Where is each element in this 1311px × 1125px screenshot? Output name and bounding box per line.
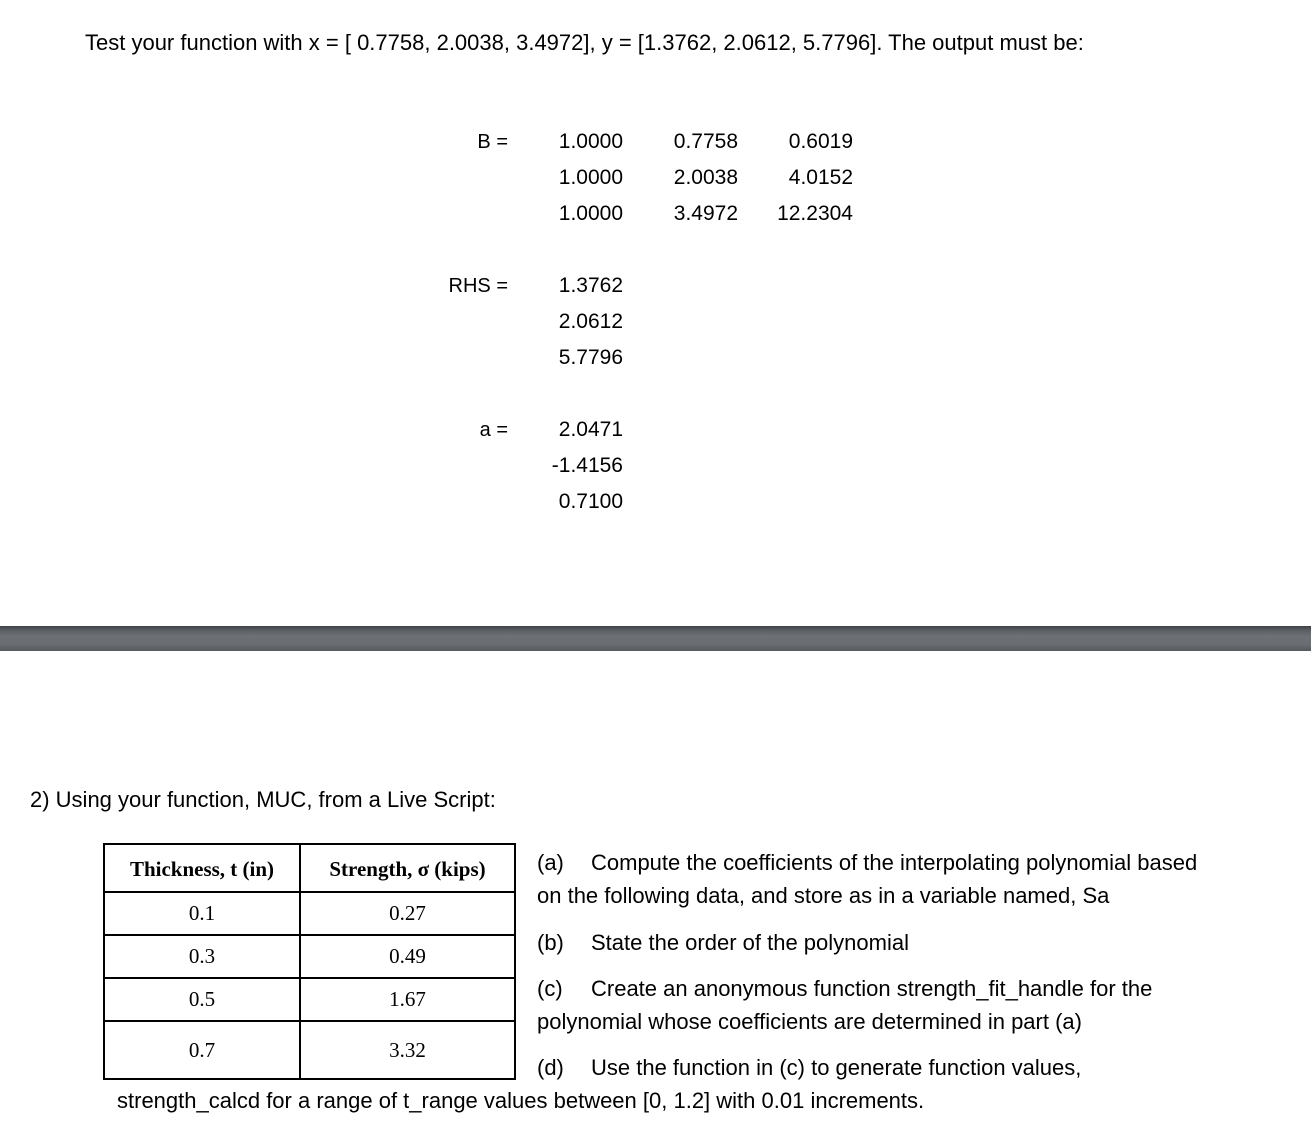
thickness-cell: 0.7 xyxy=(104,1021,300,1079)
strength-column-header: Strength, σ (kips) xyxy=(300,844,515,892)
b-matrix-label: B = xyxy=(477,131,508,153)
part-d xyxy=(537,1051,1081,1084)
strength-cell: 1.67 xyxy=(300,978,515,1021)
part-a xyxy=(537,846,1197,879)
rhs-value: 5.7796 xyxy=(558,346,623,369)
a-value: 0.7100 xyxy=(558,490,623,513)
strength-cell: 3.32 xyxy=(300,1021,515,1079)
table-row xyxy=(104,892,515,935)
part-a-line1: Compute the coefficients of the interpolating polynomial based xyxy=(591,850,1198,875)
part-c xyxy=(537,972,1152,1005)
a-label: a = xyxy=(479,419,508,441)
b-matrix-cell: 3.4972 xyxy=(673,202,738,225)
thickness-cell: 0.5 xyxy=(104,978,300,1021)
intro-text: Test your function with x = [ 0.7758, 2.0038, 3.4972], y = [1.3762, 2.0612, 5.7796]. The output must be: xyxy=(85,30,1084,55)
part-b-line1: State the order of the polynomial xyxy=(591,930,909,955)
part-c-line1: Create an anonymous function strength_fit_handle for the xyxy=(591,976,1153,1001)
part-c-label: (c) xyxy=(537,976,563,1001)
thickness-cell: 0.1 xyxy=(104,892,300,935)
strength-cell: 0.27 xyxy=(300,892,515,935)
part-d-line1: Use the function in (c) to generate function values, xyxy=(591,1055,1082,1080)
b-matrix-cell: 0.6019 xyxy=(788,130,853,153)
table-row xyxy=(104,978,515,1021)
b-matrix-cell: 1.0000 xyxy=(558,130,623,153)
thickness-column-header: Thickness, t (in) xyxy=(104,844,300,892)
b-matrix-cell: 1.0000 xyxy=(558,166,623,189)
table-row xyxy=(104,1021,515,1079)
part-a-label: (a) xyxy=(537,850,564,875)
strength-cell: 0.49 xyxy=(300,935,515,978)
section-divider xyxy=(0,626,1311,651)
b-matrix-cell: 1.0000 xyxy=(558,202,623,225)
b-matrix-cell: 4.0152 xyxy=(788,166,853,189)
data-table xyxy=(103,843,516,1080)
part-a-line2: on the following data, and store as in a variable named, Sa xyxy=(537,883,1110,908)
part-b xyxy=(537,926,909,959)
a-value: 2.0471 xyxy=(558,418,623,441)
part-b-label: (b) xyxy=(537,930,564,955)
b-matrix-cell: 0.7758 xyxy=(673,130,738,153)
part-d-label: (d) xyxy=(537,1055,564,1080)
b-matrix-cell: 2.0038 xyxy=(673,166,738,189)
rhs-value: 2.0612 xyxy=(558,310,623,333)
part-c-line2: polynomial whose coefficients are determined in part (a) xyxy=(537,1009,1082,1034)
thickness-cell: 0.3 xyxy=(104,935,300,978)
table-row xyxy=(104,935,515,978)
question-2-heading: 2) Using your function, MUC, from a Live Script: xyxy=(30,787,496,812)
table-header-row xyxy=(104,844,515,892)
rhs-label: RHS = xyxy=(448,275,508,297)
b-matrix-cell: 12.2304 xyxy=(777,202,853,225)
rhs-value: 1.3762 xyxy=(558,274,623,297)
a-value: -1.4156 xyxy=(551,454,623,477)
part-d-line2: strength_calcd for a range of t_range values between [0, 1.2] with 0.01 increments. xyxy=(117,1088,925,1113)
